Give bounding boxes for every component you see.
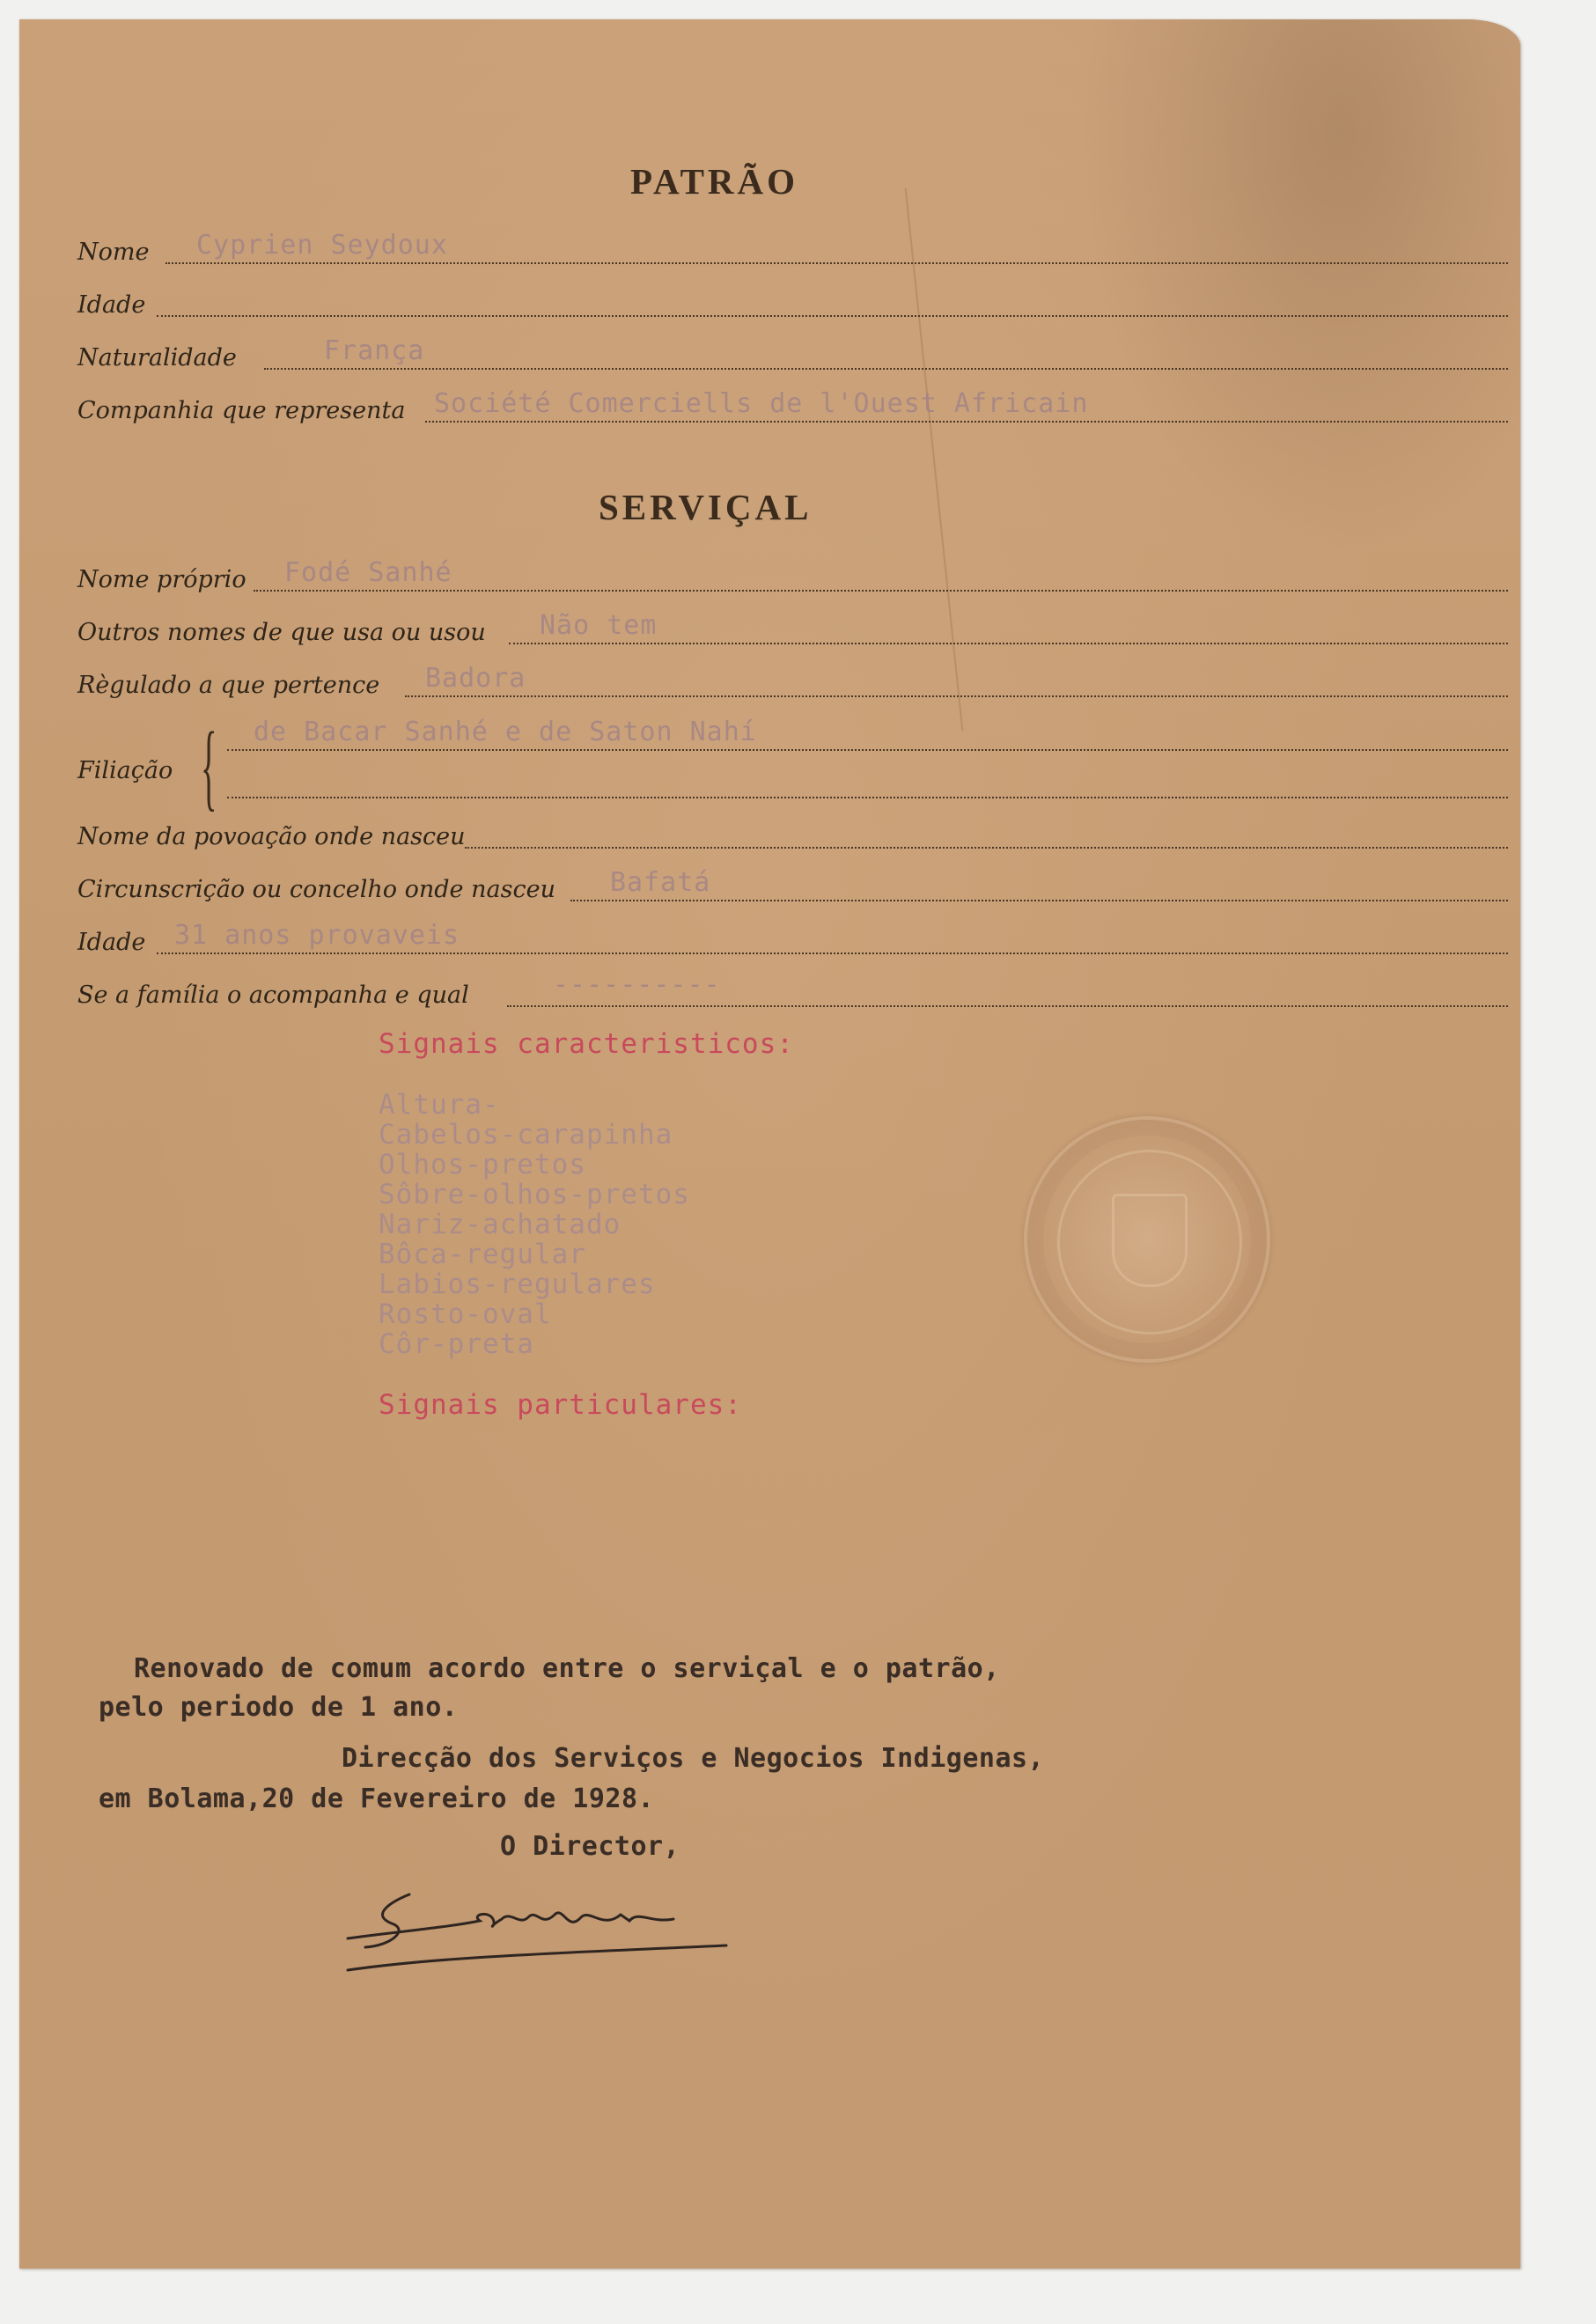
dotted-line [157, 952, 1508, 954]
signais-list [379, 1090, 690, 1359]
list-item: Labios-regulares [379, 1269, 656, 1300]
field-label: Nome [77, 239, 150, 266]
list-item: Olhos-pretos [379, 1149, 586, 1180]
brace-symbol: { [201, 712, 217, 820]
renewal-line-5: O Director, [500, 1831, 680, 1862]
renewal-line-4: em Bolama,20 de Fevereiro de 1928. [99, 1783, 655, 1814]
servical-outros-nomes-row [77, 607, 1508, 651]
field-value: Bafatá [610, 867, 711, 898]
field-label: Se a família o acompanha e qual [77, 982, 469, 1009]
renewal-line-1: Renovado de comum acordo entre o serviçal e o patrão, [134, 1653, 1000, 1684]
field-value: Fodé Sanhé [284, 557, 452, 588]
dotted-line [264, 368, 1508, 370]
patrao-naturalidade-row [77, 333, 1508, 377]
field-label: Idade [77, 929, 146, 956]
dotted-line [165, 262, 1508, 264]
field-label: Outros nomes de que usa ou usou [77, 619, 486, 646]
servical-povoacao-row [77, 812, 1508, 856]
dotted-line [425, 421, 1508, 423]
dotted-line [157, 315, 1508, 317]
list-item: Nariz-achatado [379, 1209, 621, 1240]
list-item: Cabelos-carapinha [379, 1119, 673, 1151]
dotted-line [405, 695, 1508, 697]
dotted-line [254, 590, 1508, 592]
servical-heading: SERVIÇAL [599, 487, 813, 527]
field-label: Naturalidade [77, 344, 237, 371]
servical-nome-row [77, 555, 1508, 599]
director-signature [339, 1884, 744, 1981]
dotted-line [507, 1005, 1508, 1007]
field-label: Filiação [77, 757, 173, 784]
field-value: Société Comerciells de l'Ouest Africain [434, 388, 1089, 419]
renewal-line-2: pelo periodo de 1 ano. [99, 1692, 459, 1723]
list-item: Côr-preta [379, 1328, 534, 1360]
field-value: ---------- [553, 969, 721, 1000]
signais-caracteristicos-title: Signais caracteristicos: [379, 1028, 794, 1060]
field-value: de Bacar Sanhé e de Saton Nahí [254, 717, 757, 747]
field-value: 31 anos provaveis [174, 920, 460, 951]
field-label: Companhia que representa [77, 397, 406, 424]
dotted-line [227, 749, 1508, 751]
patrao-heading: PATRÃO [630, 161, 799, 202]
field-value: Badora [425, 663, 526, 694]
dotted-line [570, 900, 1508, 901]
seal-shield-icon [1112, 1194, 1188, 1287]
field-label: Règulado a que pertence [77, 672, 380, 699]
field-label: Nome da povoação onde nasceu [77, 823, 466, 850]
servical-idade-row [77, 917, 1508, 961]
servical-circunscricao-row [77, 864, 1508, 908]
signais-particulares-title: Signais particulares: [379, 1389, 742, 1421]
list-item: Bôca-regular [379, 1239, 586, 1270]
patrao-idade-row [77, 280, 1508, 324]
field-value: Não tem [540, 610, 658, 641]
renewal-line-3: Direcção dos Serviços e Negocios Indigenas, [342, 1743, 1045, 1774]
patrao-nome-row [77, 227, 1508, 271]
field-value: Cyprien Seydoux [196, 230, 448, 261]
field-label: Idade [77, 291, 146, 319]
servical-familia-row [77, 970, 1508, 1014]
field-label: Circunscrição ou concelho onde nasceu [77, 876, 555, 903]
list-item: Altura- [379, 1089, 500, 1121]
field-label: Nome próprio [77, 566, 246, 593]
dotted-line [227, 797, 1508, 798]
dotted-line [465, 847, 1508, 849]
servical-filiacao-row [77, 712, 1508, 820]
dotted-line [509, 643, 1508, 644]
servical-regulado-row [77, 660, 1508, 704]
field-value: França [324, 335, 425, 366]
patrao-companhia-row [77, 386, 1508, 430]
list-item: Rosto-oval [379, 1298, 552, 1330]
embossed-seal [1024, 1116, 1270, 1363]
list-item: Sôbre-olhos-pretos [379, 1179, 690, 1210]
